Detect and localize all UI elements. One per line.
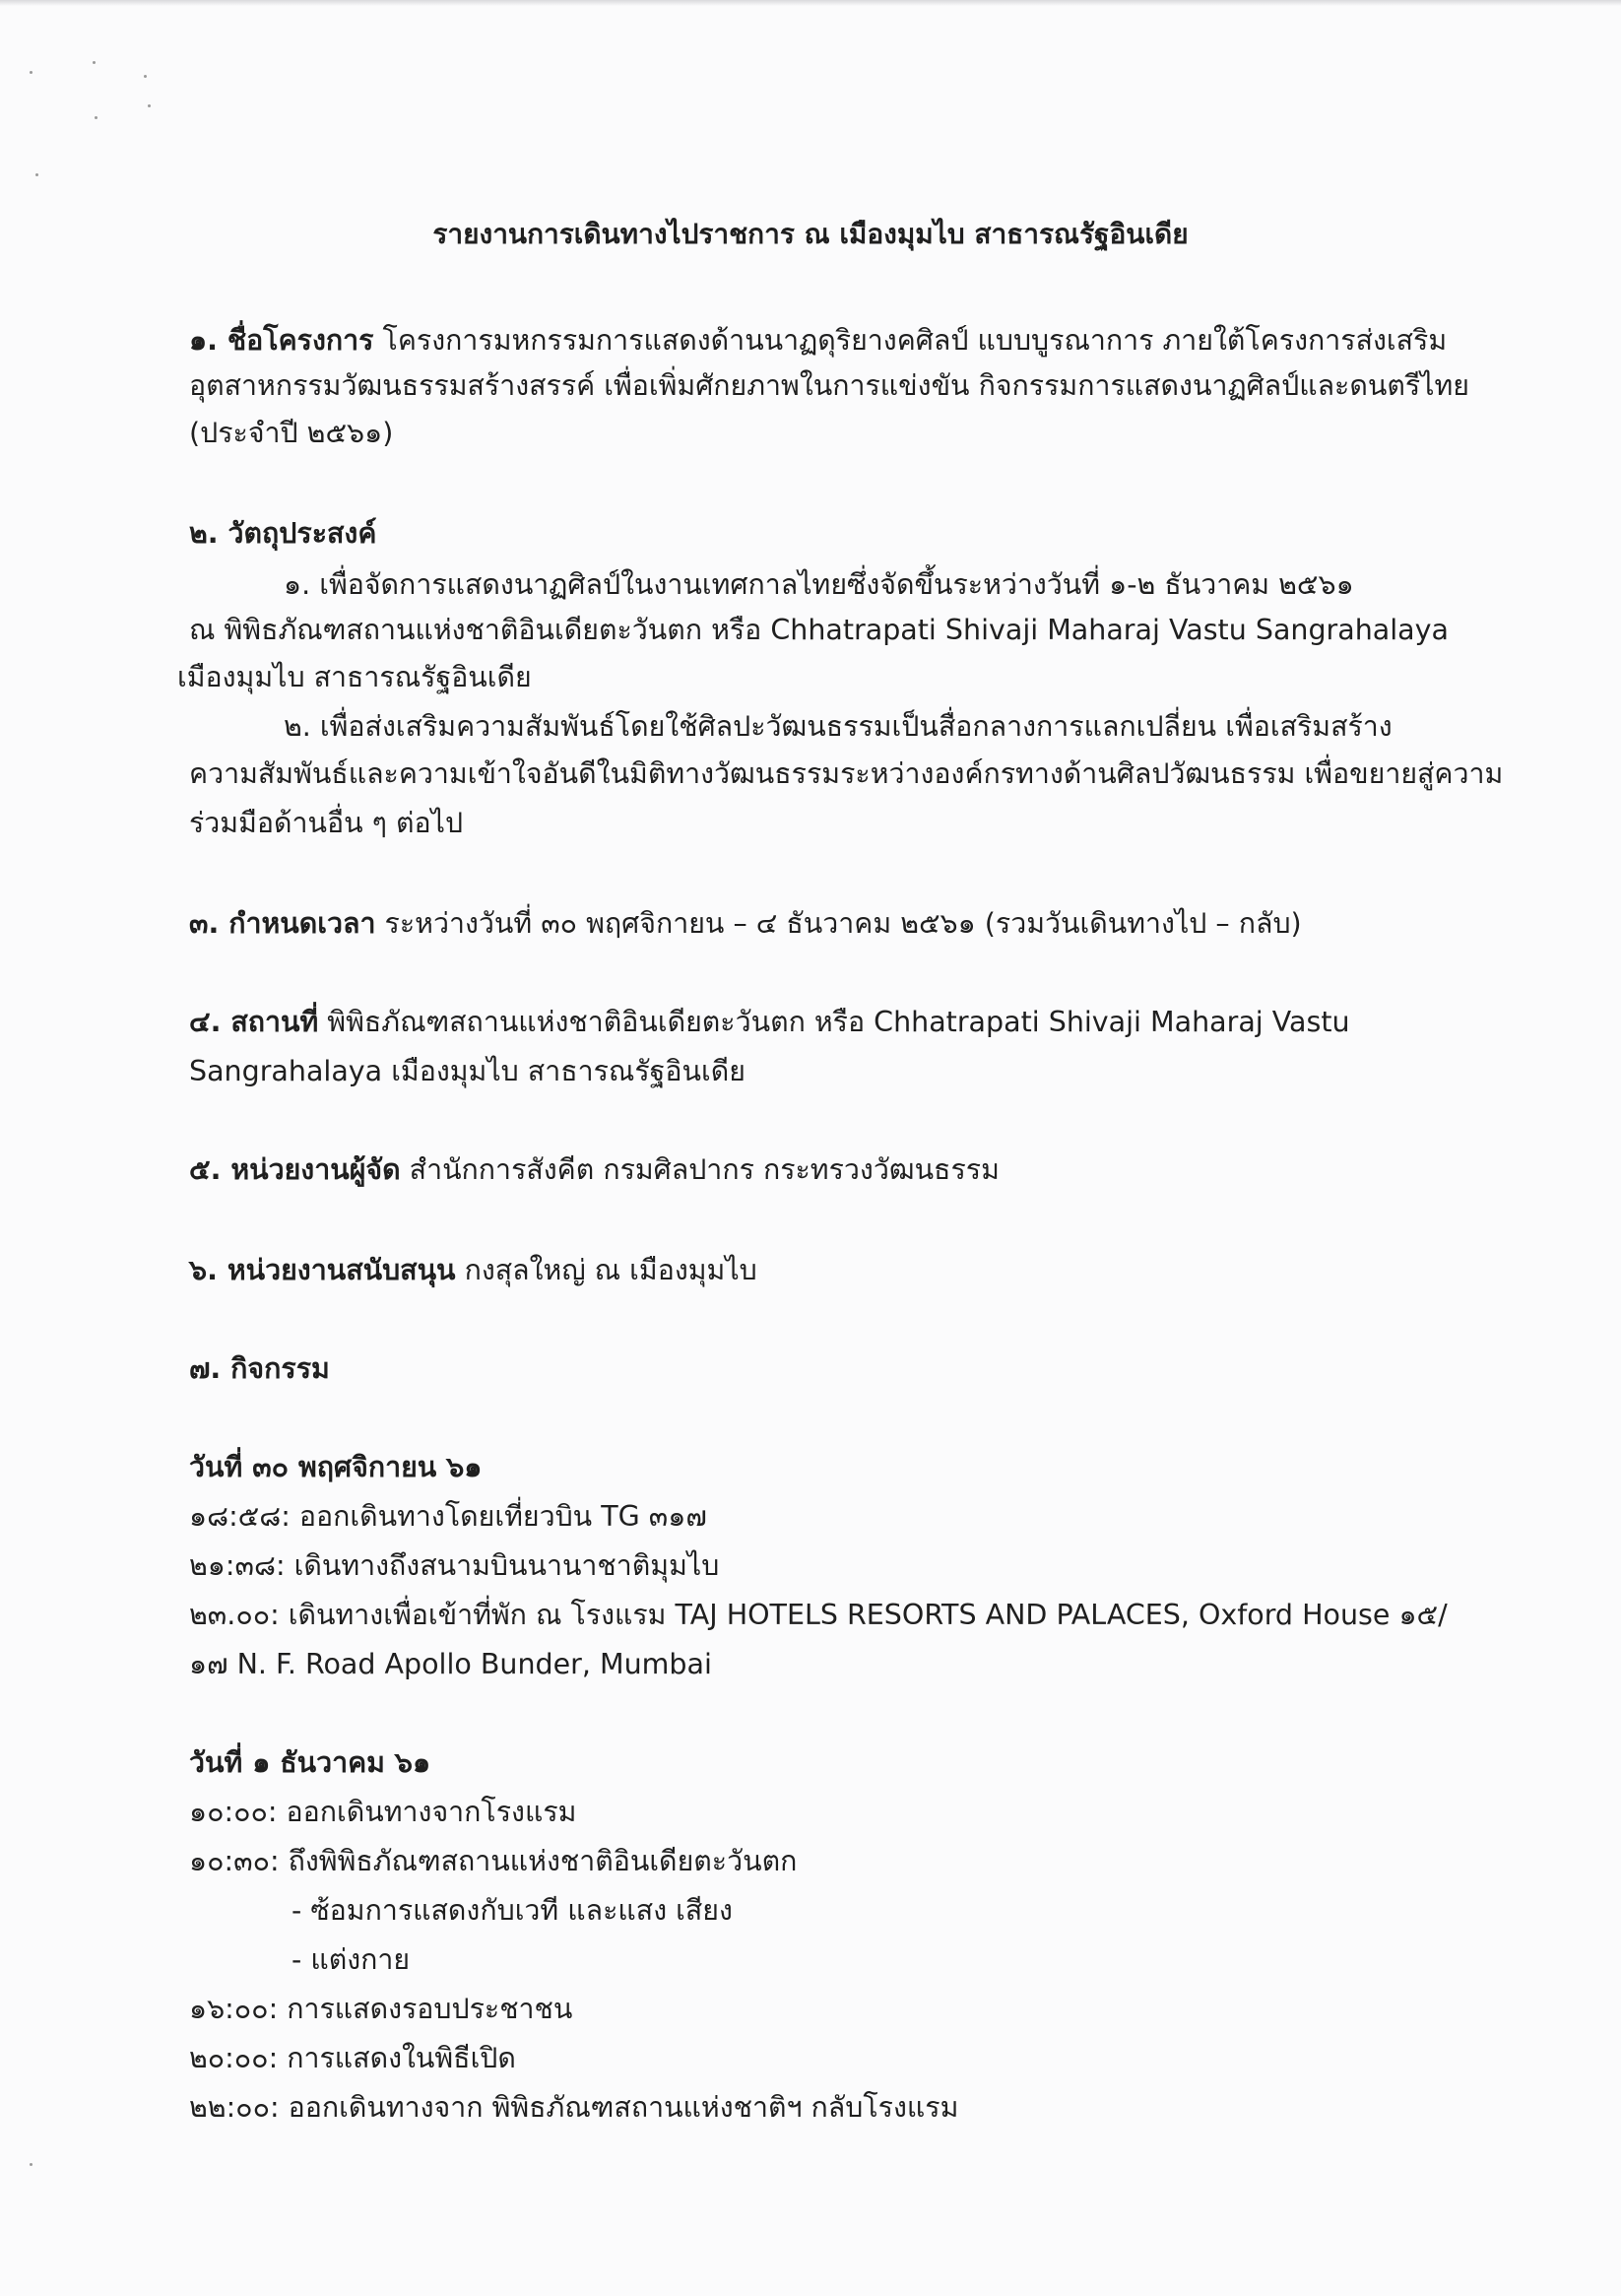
day-2-subitem-1: - ซ้อมการแสดงกับเวที และแสง เสียง <box>292 1894 733 1927</box>
section-5-text: สำนักการสังคีต กรมศิลปากร กระทรวงวัฒนธรรม <box>400 1153 1000 1186</box>
section-6-heading: ๖. หน่วยงานสนับสนุน <box>189 1254 456 1286</box>
section-1-line-2: อุตสาหกรรมวัฒนธรรมสร้างสรรค์ เพื่อเพิ่มศักยภาพในการแข่งขัน กิจกรรมการแสดงนาฏศิลป์และดนตรีไทย <box>189 369 1469 402</box>
section-3-text: ระหว่างวันที่ ๓๐ พฤศจิกายน – ๔ ธันวาคม ๒๕๖๑ (รวมวันเดินทางไป – กลับ) <box>375 907 1302 940</box>
scan-speck <box>148 104 151 107</box>
document-title: รายงานการเดินทางไปราชการ ณ เมืองมุมไบ สาธารณรัฐอินเดีย <box>432 218 1189 250</box>
day-2-subitem-2: - แต่งกาย <box>292 1943 411 1976</box>
section-2-heading: ๒. วัตถุประสงค์ <box>189 517 377 550</box>
scan-speck <box>144 75 147 78</box>
day-1-item-3: ๒๓.๐๐: เดินทางเพื่อเข้าที่พัก ณ โรงแรม TAJ HOTELS RESORTS AND PALACES, Oxford House ๑๕/ <box>189 1599 1448 1631</box>
day-1-item-4: ๑๗ N. F. Road Apollo Bunder, Mumbai <box>189 1648 712 1680</box>
scan-speck <box>35 173 38 176</box>
objective-2-line-2: ความสัมพันธ์และความเข้าใจอันดีในมิติทางวัฒนธรรมระหว่างองค์กรทางด้านศิลปวัฒนธรรม เพื่อขยายสู่ความ <box>189 757 1504 790</box>
objective-1-line-3: เมืองมุมไบ สาธารณรัฐอินเดีย <box>177 661 532 693</box>
day-1-heading: วันที่ ๓๐ พฤศจิกายน ๖๑ <box>189 1451 483 1483</box>
section-4-heading: ๔. สถานที่ <box>189 1006 319 1038</box>
section-7-heading: ๗. กิจกรรม <box>189 1352 330 1385</box>
scan-speck <box>30 2163 32 2166</box>
day-1-item-2: ๒๑:๓๘: เดินทางถึงสนามบินนานาชาติมุมไบ <box>189 1549 720 1582</box>
scan-speck <box>93 61 96 64</box>
section-5-heading: ๕. หน่วยงานผู้จัด <box>189 1153 401 1186</box>
section-6-line <box>189 1247 757 1294</box>
day-2-item-3: ๑๖:๐๐: การแสดงรอบประชาชน <box>189 1993 573 2025</box>
day-2-item-4: ๒๐:๐๐: การแสดงในพิธีเปิด <box>189 2042 516 2074</box>
objective-2-line-3: ร่วมมือด้านอื่น ๆ ต่อไป <box>189 807 464 839</box>
section-1-line-1 <box>189 317 1447 364</box>
section-5-line <box>189 1147 1000 1194</box>
day-2-item-5: ๒๒:๐๐: ออกเดินทางจาก พิพิธภัณฑสถานแห่งชาติฯ กลับโรงแรม <box>189 2091 959 2124</box>
section-4-line-2: Sangrahalaya เมืองมุมไบ สาธารณรัฐอินเดีย <box>189 1055 746 1087</box>
day-2-heading: วันที่ ๑ ธันวาคม ๖๑ <box>189 1746 431 1779</box>
objective-1-line-2: ณ พิพิธภัณฑสถานแห่งชาติอินเดียตะวันตก หรือ Chhatrapati Shivaji Maharaj Vastu Sangrahalaya <box>189 614 1449 646</box>
section-3-heading: ๓. กำหนดเวลา <box>189 907 376 940</box>
section-4-text: พิพิธภัณฑสถานแห่งชาติอินเดียตะวันตก หรือ Chhatrapati Shivaji Maharaj Vastu <box>318 1006 1350 1038</box>
day-2-item-1: ๑๐:๐๐: ออกเดินทางจากโรงแรม <box>189 1796 577 1828</box>
objective-2-line-1: ๒. เพื่อส่งเสริมความสัมพันธ์โดยใช้ศิลปะวัฒนธรรมเป็นสื่อกลางการแลกเปลี่ยน เพื่อเสริมสร้าง <box>284 710 1393 743</box>
section-6-text: กงสุลใหญ่ ณ เมืองมุมไบ <box>455 1254 757 1286</box>
day-2-item-2: ๑๐:๓๐: ถึงพิพิธภัณฑสถานแห่งชาติอินเดียตะวันตก <box>189 1845 798 1877</box>
objective-1-line-1: ๑. เพื่อจัดการแสดงนาฏศิลป์ในงานเทศกาลไทยซึ่งจัดขึ้นระหว่างวันที่ ๑-๒ ธันวาคม ๒๕๖๑ <box>284 568 1354 601</box>
scan-speck <box>30 71 32 74</box>
day-1-item-1: ๑๘:๕๘: ออกเดินทางโดยเที่ยวบิน TG ๓๑๗ <box>189 1500 707 1533</box>
section-1-text: โครงการมหกรรมการแสดงด้านนาฏดุริยางคศิลป์ แบบบูรณาการ ภายใต้โครงการส่งเสริม <box>373 324 1448 357</box>
section-1-heading: ๑. ชื่อโครงการ <box>189 324 374 357</box>
section-4-line-1 <box>189 999 1350 1046</box>
section-3-line <box>189 900 1302 948</box>
section-1-line-3: (ประจำปี ๒๕๖๑) <box>189 417 394 449</box>
scan-speck <box>95 116 97 119</box>
